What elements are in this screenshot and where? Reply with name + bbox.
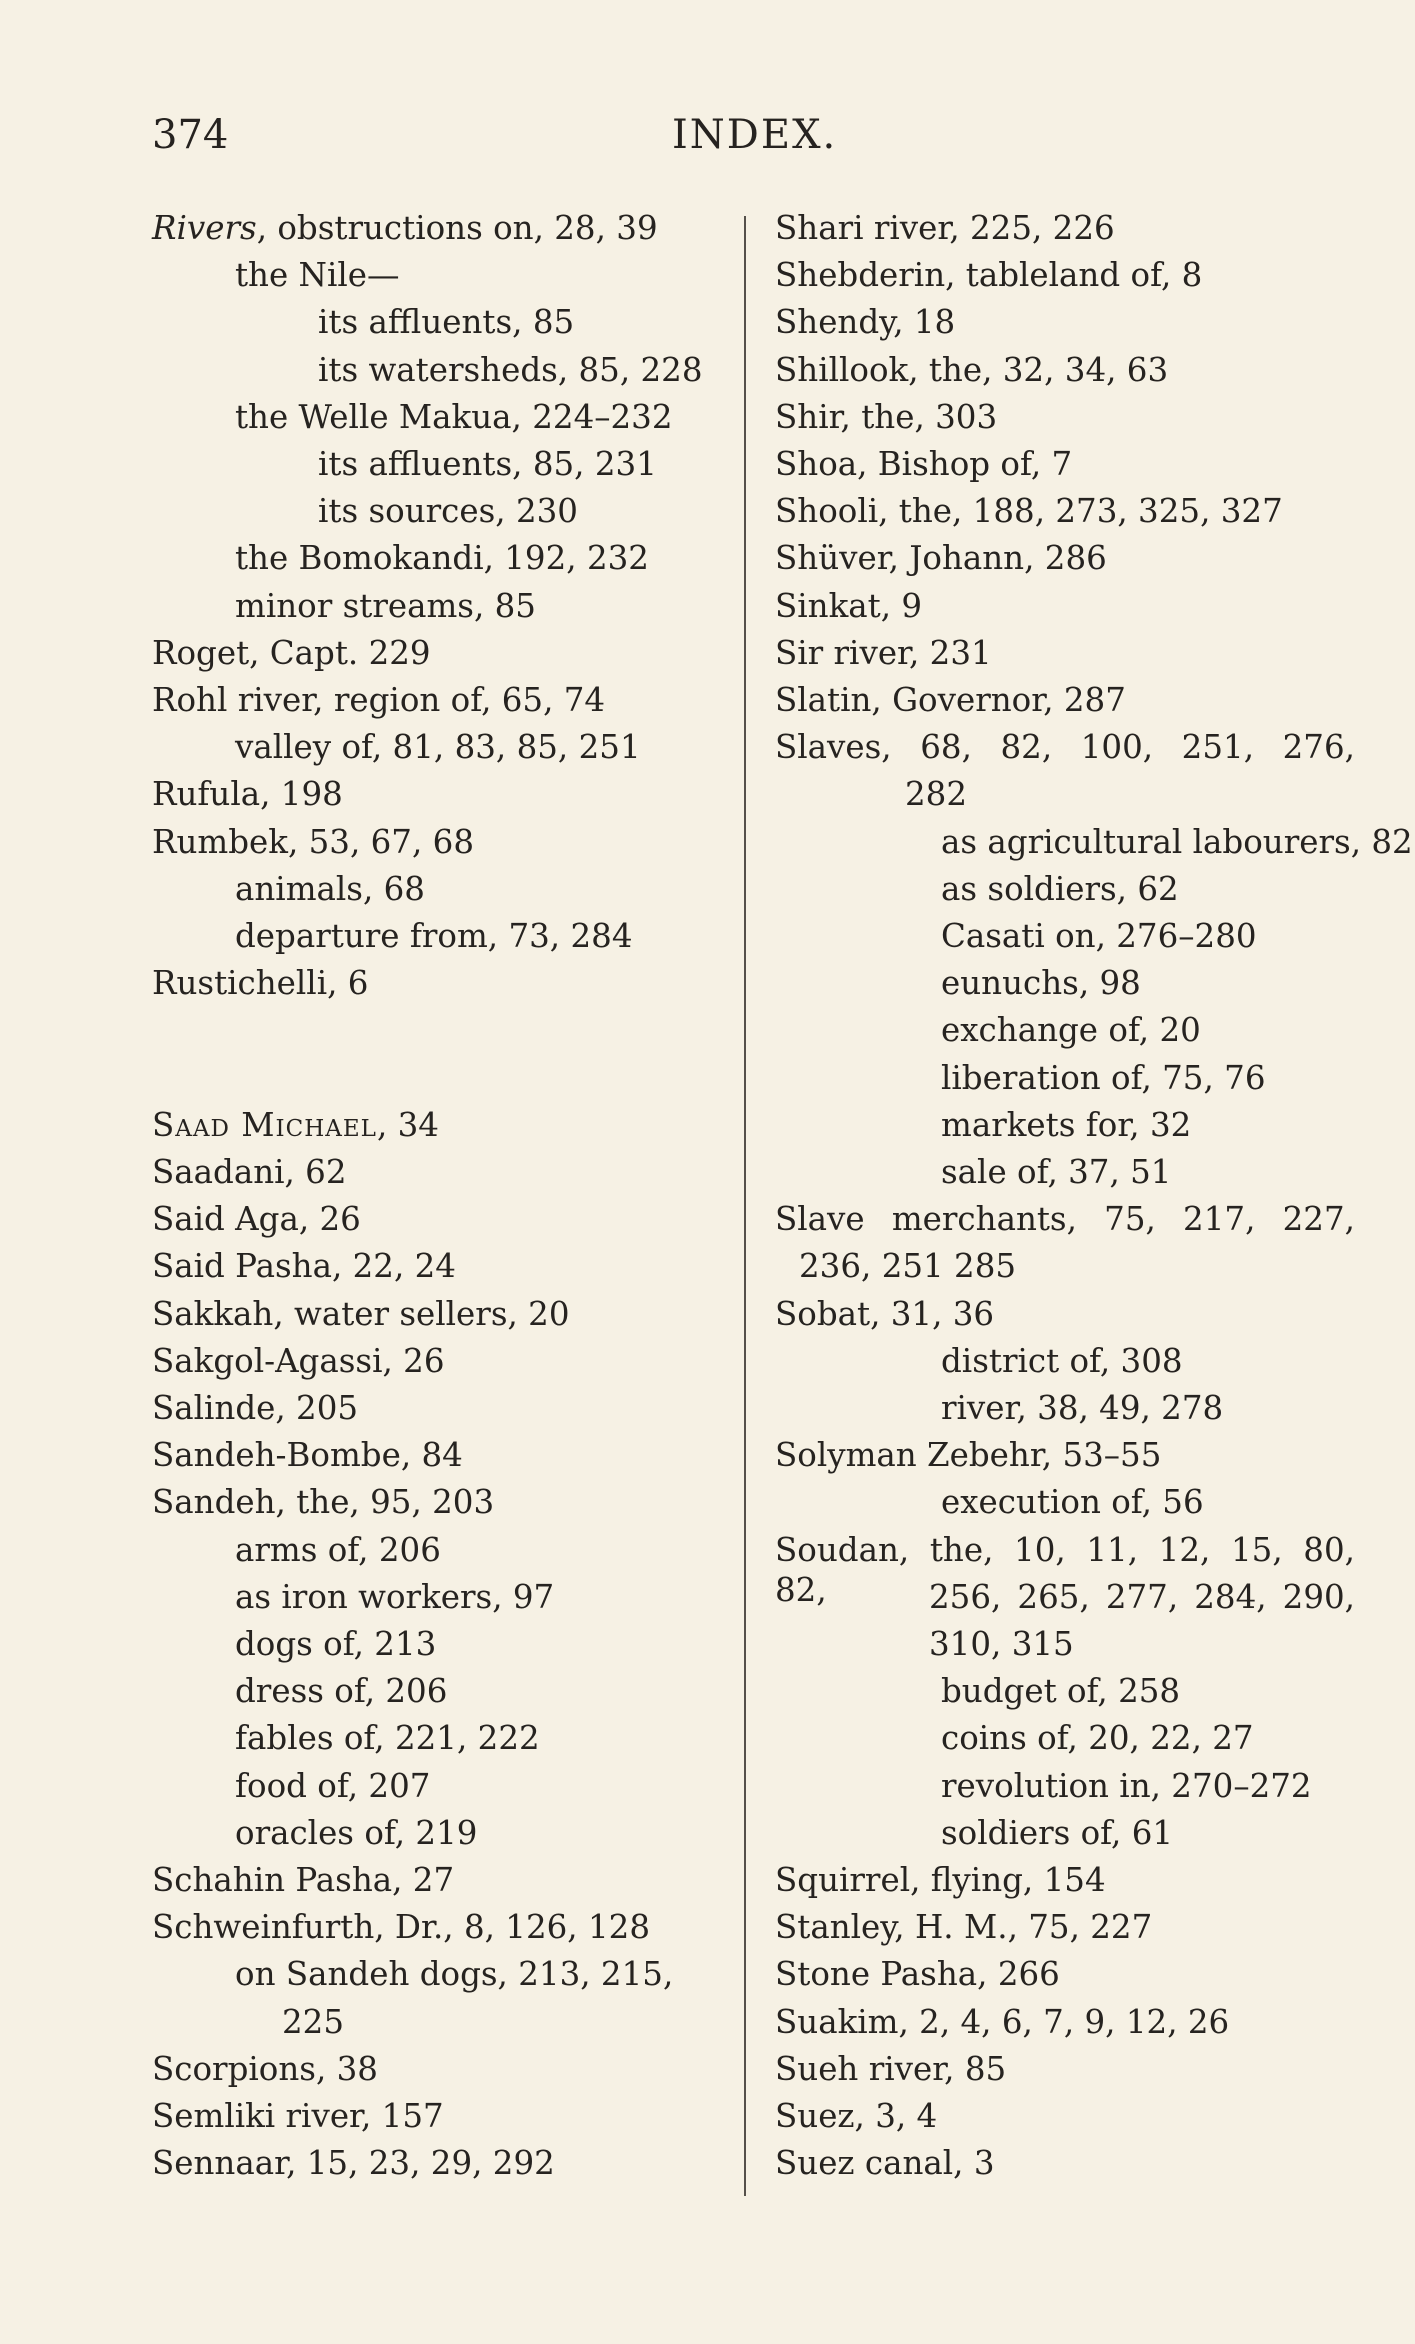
index-entry-text: Saadani, 62	[152, 1153, 347, 1191]
index-entry	[775, 963, 1141, 1003]
index-entry	[152, 1907, 650, 1947]
index-entry-text: Shir, the, 303	[775, 397, 998, 436]
index-entry	[152, 633, 431, 673]
index-entry	[152, 491, 578, 531]
index-entry	[152, 1530, 441, 1570]
index-entry	[152, 916, 633, 956]
index-entry-text: dress of, 206	[235, 1672, 448, 1711]
running-head: INDEX.	[672, 112, 838, 158]
index-entry-text: Sueh river, 85	[775, 2049, 1007, 2088]
index-entry-text: Sennaar, 15, 23, 29, 292	[152, 2144, 555, 2183]
index-entry	[152, 1954, 673, 1994]
index-entry	[775, 1766, 1312, 1806]
index-entry-text: budget of, 258	[941, 1672, 1181, 1711]
index-entry-text: Stone Pasha, 266	[775, 1955, 1060, 1994]
index-entry	[775, 1671, 1180, 1711]
index-entry	[775, 2143, 995, 2183]
index-entry-text: markets for, 32	[941, 1105, 1192, 1144]
index-entry-text: its affluents, 85	[318, 303, 575, 342]
index-entry-text: Said Pasha, 22, 24	[152, 1247, 456, 1286]
index-entry	[775, 1577, 1355, 1617]
index-entry-text: eunuchs, 98	[941, 964, 1141, 1003]
index-entry	[152, 1152, 347, 1192]
index-entry	[152, 774, 343, 814]
index-entry-text: dogs of, 213	[235, 1625, 437, 1663]
page-number: 374	[152, 112, 229, 158]
index-entry	[775, 586, 922, 626]
index-entry	[775, 491, 1283, 531]
index-entry-text: river, 38, 49, 278	[941, 1389, 1224, 1427]
index-entry-text: Schahin Pasha, 27	[152, 1861, 455, 1899]
index-entry	[152, 1199, 361, 1239]
index-entry	[775, 680, 1126, 720]
index-entry	[152, 1294, 570, 1334]
index-entry-text: district of, 308	[941, 1341, 1183, 1380]
index-entry	[775, 208, 1115, 248]
index-entry	[775, 633, 992, 673]
index-entry-text: Suakim, 2, 4, 6, 7, 9, 12, 26	[775, 2002, 1230, 2041]
index-entry-text: on Sandeh dogs, 213, 215,	[235, 1955, 674, 1994]
index-entry-text: Casati on, 276–280	[941, 917, 1257, 955]
index-entry-text: coins of, 20, 22, 27	[941, 1719, 1254, 1758]
index-entry-text: Slaves, 68, 82, 100, 251, 276,	[775, 728, 1355, 767]
index-entry-text: sale of, 37, 51	[941, 1153, 1172, 1191]
index-entry	[775, 1152, 1171, 1192]
index-entry	[775, 1105, 1191, 1145]
index-entry-text: 256, 265, 277, 284, 290,	[929, 1577, 1355, 1616]
index-entry	[775, 538, 1107, 578]
index-entry-text: Sinkat, 9	[775, 586, 923, 625]
index-entry	[152, 2143, 555, 2183]
index-entry-text: Slave merchants, 75, 217, 227,	[775, 1200, 1355, 1239]
index-entry	[775, 1294, 994, 1334]
index-entry-text: Said Aga, 26	[152, 1200, 361, 1239]
index-entry	[152, 444, 657, 484]
index-entry-text: minor streams, 85	[235, 586, 536, 625]
index-entry	[775, 1341, 1183, 1381]
index-entry-pages: , obstructions on, 28, 39	[256, 209, 658, 247]
index-entry-text: oracles of, 219	[235, 1813, 478, 1852]
index-entry	[775, 1435, 1161, 1475]
index-entry	[152, 538, 649, 578]
index-entry-text: Scorpions, 38	[152, 2049, 378, 2088]
index-entry	[775, 1954, 1060, 1994]
index-entry	[775, 1482, 1204, 1522]
index-entry-text: food of, 207	[235, 1766, 431, 1805]
index-entry-text: Squirrel, flying, 154	[775, 1861, 1106, 1899]
index-entry	[152, 727, 641, 767]
index-entry-text: its affluents, 85, 231	[318, 445, 657, 483]
index-entry	[775, 397, 997, 437]
index-entry	[152, 822, 474, 862]
index-entry	[775, 1246, 1016, 1286]
index-entry	[152, 397, 673, 437]
index-entry	[152, 1671, 447, 1711]
index-entry	[775, 1058, 1266, 1098]
index-entry-text: Salinde, 205	[152, 1389, 359, 1427]
index-entry-text: execution of, 56	[941, 1483, 1204, 1522]
index-entry	[152, 1860, 454, 1900]
index-entry	[775, 822, 1413, 862]
index-entry	[152, 2096, 444, 2136]
index-entry	[152, 1766, 430, 1806]
index-entry-text: Sandeh, the, 95, 203	[152, 1483, 495, 1522]
index-entry-text: Semliki river, 157	[152, 2097, 444, 2135]
index-entry-text: Schweinfurth, Dr., 8, 126, 128	[152, 1908, 651, 1947]
index-entry	[775, 302, 955, 342]
column-divider	[744, 216, 746, 2196]
index-entry-text: the Bomokandi, 192, 232	[235, 539, 649, 578]
index-entry	[152, 586, 536, 626]
index-entry	[775, 1199, 1355, 1239]
index-entry-text: Shooli, the, 188, 273, 325, 327	[775, 492, 1283, 531]
index-entry	[152, 255, 400, 295]
index-entry	[152, 2002, 344, 2042]
index-entry-text: revolution in, 270–272	[941, 1766, 1312, 1805]
index-entry-text: 236, 251 285	[799, 1247, 1017, 1286]
index-entry-text: Sobat, 31, 36	[775, 1294, 995, 1333]
index-entry-text: Shendy, 18	[775, 303, 956, 342]
index-entry-text: Sakkah, water sellers, 20	[152, 1294, 570, 1333]
index-entry	[775, 350, 1168, 390]
index-entry-text: Rustichelli, 6	[152, 964, 369, 1003]
index-entry	[152, 1341, 445, 1381]
index-entry	[775, 1624, 1074, 1664]
index-entry-text: Rufula, 198	[152, 775, 343, 814]
index-entry	[152, 2049, 378, 2089]
index-entry	[775, 2049, 1006, 2089]
index-entry	[152, 1577, 554, 1617]
index-entry-text: liberation of, 75, 76	[941, 1058, 1266, 1097]
index-entry-text: Solyman Zebehr, 53–55	[775, 1436, 1162, 1475]
index-entry-text: Suez, 3, 4	[775, 2097, 938, 2135]
index-entry	[775, 774, 967, 814]
index-entry-text: Soudan, the, 10, 11, 12, 15, 80, 82,	[775, 1530, 1355, 1609]
index-entry	[152, 680, 605, 720]
index-entry-text: 282	[905, 775, 968, 814]
index-entry-text: Shebderin, tableland of, 8	[775, 256, 1203, 295]
index-entry	[775, 727, 1355, 767]
index-entry	[775, 1860, 1106, 1900]
index-entry	[775, 916, 1257, 956]
index-entry	[152, 350, 703, 390]
index-entry-text: the Welle Makua, 224–232	[235, 397, 673, 436]
index-entry	[152, 1246, 456, 1286]
index-entry-text: as iron workers, 97	[235, 1577, 555, 1616]
index-entry-text: Shillook, the, 32, 34, 63	[775, 350, 1169, 389]
index-entry-text: Rumbek, 53, 67, 68	[152, 822, 475, 861]
index-entry-text: Shüver, Johann, 286	[775, 539, 1107, 578]
index-entry	[152, 1482, 494, 1522]
index-entry	[152, 1388, 358, 1428]
index-entry	[152, 1435, 463, 1475]
index-entry-text: fables of, 221, 222	[235, 1719, 540, 1758]
index-entry-text: arms of, 206	[235, 1530, 441, 1569]
index-entry	[152, 1624, 436, 1664]
index-entry-text: Sakgol-Agassi, 26	[152, 1341, 445, 1380]
index-entry	[152, 302, 574, 342]
index-entry-text: its sources, 230	[318, 492, 578, 531]
index-entry-text: its watersheds, 85, 228	[318, 350, 703, 389]
index-entry-text: Slatin, Governor, 287	[775, 681, 1126, 719]
index-entry-text: departure from, 73, 284	[235, 917, 633, 955]
index-entry-text: 310, 315	[929, 1625, 1074, 1663]
index-entry	[775, 1907, 1152, 1947]
index-entry-text: Rohl river, region of, 65, 74	[152, 681, 606, 719]
index-entry-text: Stanley, H. M., 75, 227	[775, 1908, 1153, 1947]
index-entry-text: 225	[282, 2002, 345, 2041]
index-entry-text: animals, 68	[235, 869, 425, 908]
index-entry	[775, 1388, 1223, 1428]
index-entry	[775, 2002, 1229, 2042]
index-entry-text: Shoa, Bishop of, 7	[775, 445, 1073, 483]
index-entry	[152, 1813, 477, 1853]
index-entry-text: as agricultural labourers, 82	[941, 822, 1413, 861]
index-entry-text: Roget, Capt. 229	[152, 633, 431, 672]
index-entry-text: Rivers	[152, 209, 257, 247]
index-entry	[775, 255, 1202, 295]
index-entry	[152, 208, 658, 248]
index-entry-text: soldiers of, 61	[941, 1813, 1174, 1852]
index-entry	[775, 2096, 937, 2136]
index-entry-text: Sandeh-Bombe, 84	[152, 1436, 463, 1475]
index-entry	[775, 444, 1072, 484]
index-entry	[152, 869, 425, 909]
index-entry-pages: , 34	[376, 1105, 439, 1144]
index-entry	[775, 1010, 1201, 1050]
index-entry-text: Sir river, 231	[775, 633, 992, 672]
index-entry-text: exchange of, 20	[941, 1011, 1201, 1050]
index-entry-text: valley of, 81, 83, 85, 251	[235, 728, 641, 767]
index-entry	[775, 1813, 1173, 1853]
index-entry-text: as soldiers, 62	[941, 869, 1179, 908]
index-entry-text: the Nile—	[235, 256, 400, 295]
index-entry	[152, 1105, 439, 1145]
index-entry	[152, 963, 368, 1003]
index-entry	[775, 1718, 1254, 1758]
index-entry-text: Suez canal, 3	[775, 2144, 995, 2183]
index-entry	[152, 1718, 540, 1758]
index-entry-text: Saad Michael	[152, 1105, 377, 1144]
index-entry-text: Shari river, 225, 226	[775, 209, 1115, 247]
index-entry	[775, 869, 1179, 909]
